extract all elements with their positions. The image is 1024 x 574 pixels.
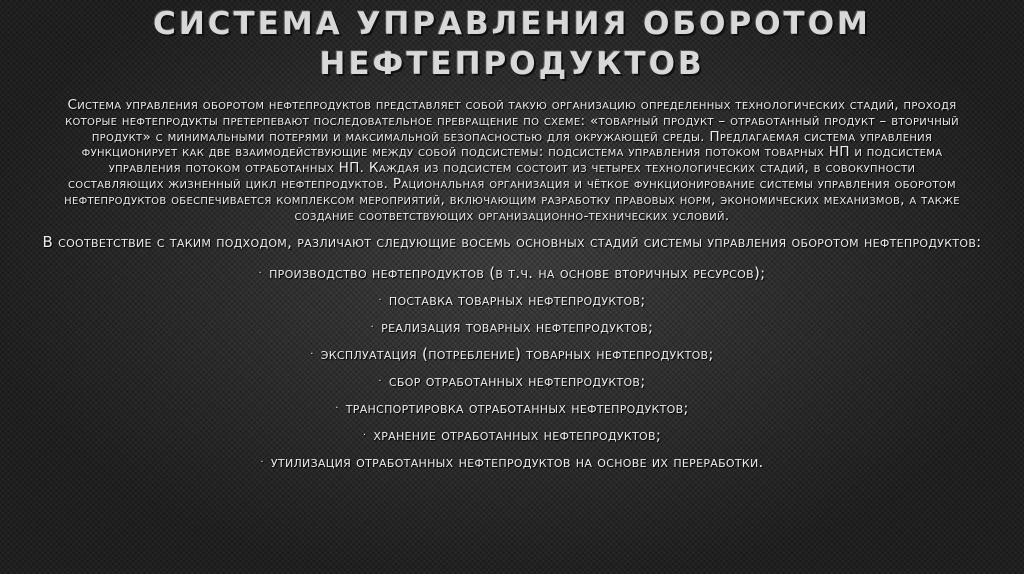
stage-text: поставка товарных нефтепродуктов;: [388, 291, 646, 310]
bullet-icon: ·: [258, 268, 263, 280]
stage-text: хранение отработанных нефтепродуктов;: [373, 426, 662, 445]
intro-paragraph: Система управления оборотом нефтепродуктов представляет собой такую организацию определенных технологических стадий, проходя которые нефтепродукты претерпевают последовательное превращение по схеме: «товарный продукт – отработанный продукт – вторичный продукт» с минимальными потерями и максимальной безопасностью для окружающей среды. Предлагаемая система управления функционирует как две взаимодействующие между собой подсистемы: подсистема управления потоком товарных НП и подсистема управления потоком отработанных НП. Каждая из подсистем состоит из четырех технологических стадий, в совокупности составляющих жизненный цикл нефтепродуктов. Рациональная организация и чёткое функционирование системы управления оборотом нефтепродуктов обеспечивается комплексом мероприятий, включающим разработку правовых норм, экономических механизмов, а также создание соответствующих организационно-технических условий.: [64, 97, 960, 224]
bullet-icon: ·: [335, 403, 339, 415]
list-item: [40, 454, 984, 471]
stage-text: эксплуатация (потребление) товарных нефтепродуктов;: [320, 345, 714, 364]
bullet-icon: ·: [260, 457, 264, 469]
stages-intro-paragraph: В соответствие с таким подходом, различают следующие восемь основных стадий системы управления оборотом нефтепродуктов:: [42, 233, 982, 252]
bullet-icon: ·: [370, 322, 375, 334]
list-item: [40, 265, 984, 282]
list-item: [40, 400, 984, 417]
bullet-icon: ·: [362, 430, 367, 442]
slide-body: [40, 98, 984, 481]
stage-text: утилизация отработанных нефтепродуктов на основе их переработки.: [270, 453, 764, 472]
slide-title: [0, 4, 1024, 84]
list-item: [40, 346, 984, 363]
bullet-icon: ·: [378, 295, 382, 307]
stages-list: [40, 265, 984, 471]
list-item: [40, 427, 984, 444]
bullet-icon: ·: [378, 376, 382, 388]
list-item: [40, 292, 984, 309]
stage-text: сбор отработанных нефтепродуктов;: [388, 372, 646, 391]
bullet-icon: ·: [310, 349, 314, 361]
list-item: [40, 319, 984, 336]
title-line-2: НЕФТЕПРОДУКТОВ: [319, 46, 705, 82]
stage-text: производство нефтепродуктов (в т.ч. на основе вторичных ресурсов);: [269, 264, 766, 283]
stage-text: транспортировка отработанных нефтепродуктов;: [345, 399, 689, 418]
title-line-1: СИСТЕМА УПРАВЛЕНИЯ ОБОРОТОМ: [153, 6, 871, 42]
list-item: [40, 373, 984, 390]
stage-text: реализация товарных нефтепродуктов;: [381, 318, 654, 337]
